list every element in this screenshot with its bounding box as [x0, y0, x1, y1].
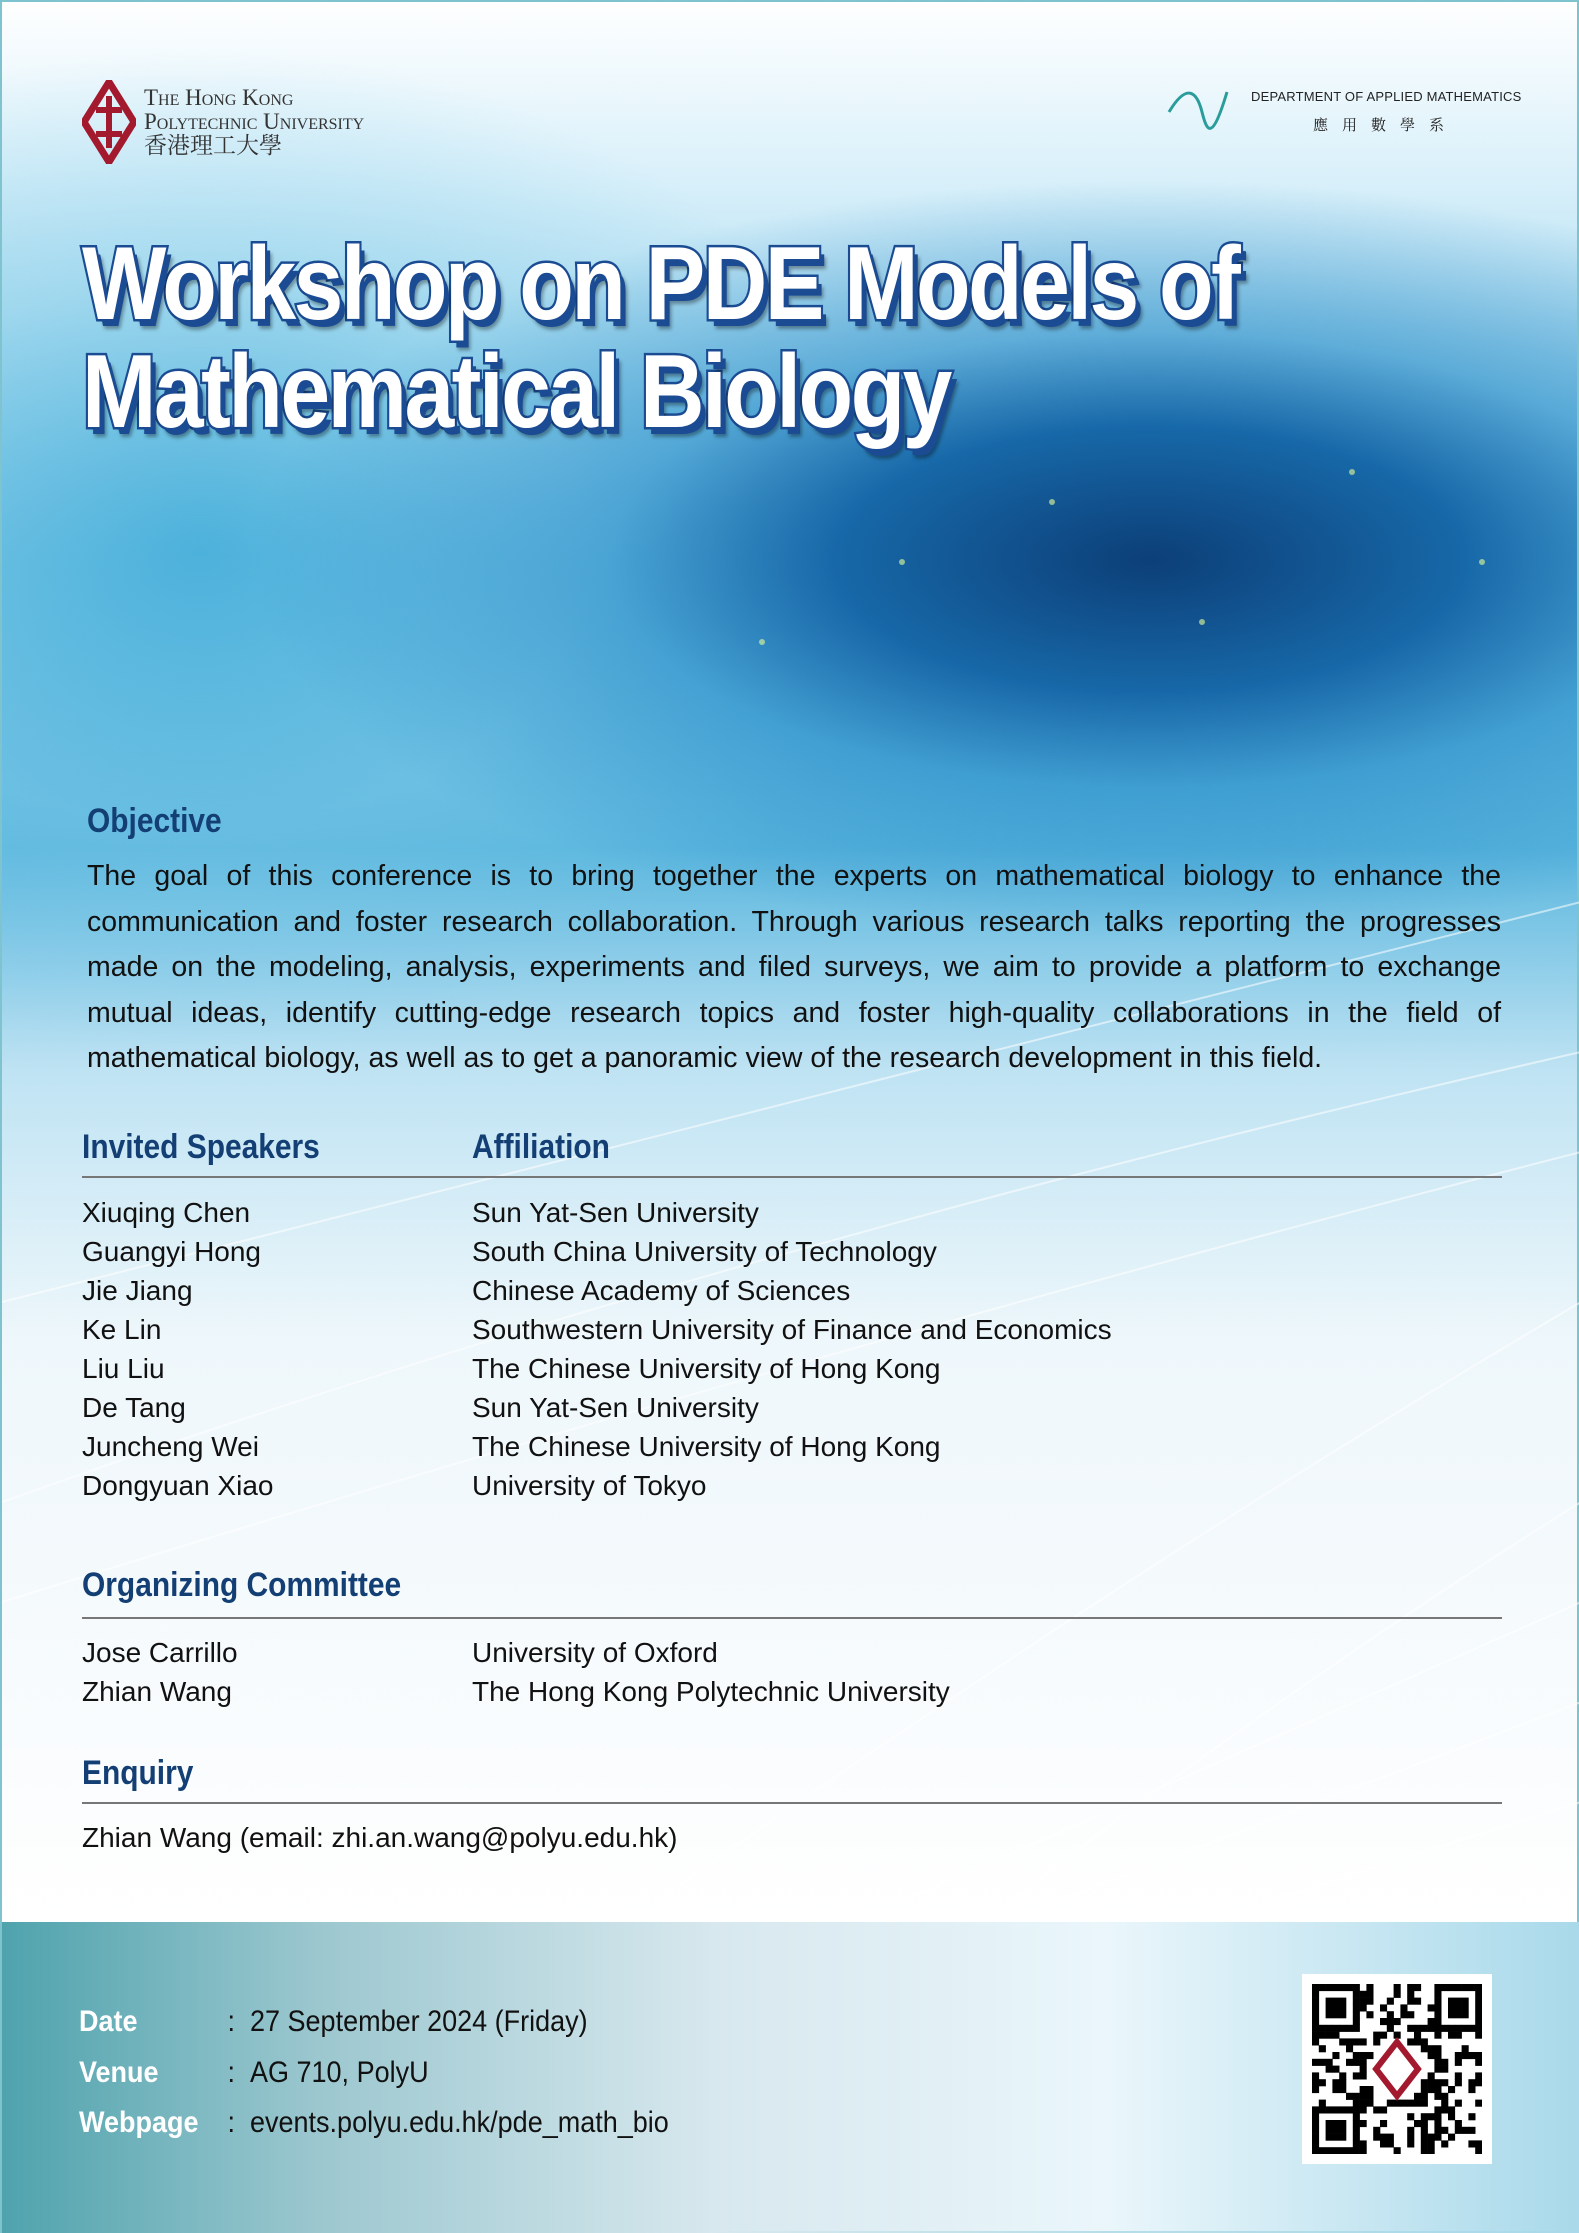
- page-title: [82, 226, 1239, 450]
- person-row: [82, 1672, 950, 1711]
- person-affiliation: South China University of Technology: [472, 1236, 937, 1267]
- person-name: Guangyi Hong: [82, 1236, 262, 1267]
- venue-value: AG 710, PolyU: [250, 2056, 429, 2089]
- polyu-emblem-icon: [82, 80, 136, 164]
- dept-logo: [1167, 82, 1522, 142]
- venue-label: Venue: [79, 2056, 159, 2089]
- webpage-label: Webpage: [79, 2106, 199, 2139]
- person-affiliation: Sun Yat-Sen University: [472, 1197, 759, 1228]
- person-row: [82, 1271, 850, 1310]
- polyu-name-en-1: The Hong Kong: [144, 85, 294, 110]
- qr-code[interactable]: [1302, 1974, 1492, 2164]
- polyu-logo: [82, 80, 364, 164]
- person-affiliation: Southwestern University of Finance and Economics: [472, 1314, 1112, 1345]
- colon: :: [227, 2106, 236, 2139]
- person-name: Ke Lin: [82, 1314, 162, 1345]
- date-row: [79, 2005, 588, 2039]
- divider: [82, 1176, 1502, 1178]
- person-row: [82, 1388, 759, 1427]
- person-name: Xiuqing Chen: [82, 1197, 251, 1228]
- qr-code-icon: [1312, 1984, 1482, 2154]
- person-row: [82, 1193, 759, 1232]
- objective-text: The goal of this conference is to bring together the experts on mathematical biology to enhance the communication and foster research collaboration. Through various research talks reporting the progresses made on the modeling, analysis, experiments and filed surveys, we aim to provide a platform to exchange mutual ideas, identify cutting-edge research topics and foster high-quality collaborations in the field of mathematical biology, as well as to get a panoramic view of the research development in this field.: [87, 860, 1501, 1074]
- person-row: [82, 1349, 940, 1388]
- person-row: [82, 1466, 706, 1505]
- objective-heading: Objective: [87, 802, 222, 840]
- enquiry-heading: Enquiry: [82, 1754, 194, 1792]
- person-affiliation: The Chinese University of Hong Kong: [472, 1353, 941, 1384]
- dept-name: DEPARTMENT OF APPLIED MATHEMATICS: [1251, 89, 1522, 104]
- person-affiliation: Chinese Academy of Sciences: [472, 1275, 851, 1306]
- title-line-2: Mathematical Biology: [82, 334, 950, 450]
- person-name: Dongyuan Xiao: [82, 1470, 274, 1501]
- affiliation-heading: Affiliation: [472, 1128, 610, 1166]
- person-name: Zhian Wang: [82, 1676, 232, 1707]
- person-name: Jie Jiang: [82, 1275, 193, 1306]
- dept-name-cn: 應用數學系: [1313, 117, 1459, 134]
- committee-heading: Organizing Committee: [82, 1566, 402, 1604]
- divider: [82, 1802, 1502, 1804]
- person-row: [82, 1310, 1112, 1349]
- person-affiliation: Sun Yat-Sen University: [472, 1392, 759, 1423]
- webpage-link[interactable]: events.polyu.edu.hk/pde_math_bio: [250, 2106, 669, 2139]
- polyu-name-cn: 香港理工大學: [144, 133, 282, 158]
- enquiry-text: Zhian Wang (email: zhi.an.wang@polyu.edu.hk): [82, 1822, 678, 1853]
- person-name: Liu Liu: [82, 1353, 165, 1384]
- person-row: [82, 1232, 937, 1271]
- polyu-name-en-2: Polytechnic University: [144, 109, 365, 134]
- date-value: 27 September 2024 (Friday): [250, 2005, 588, 2038]
- title-line-1: Workshop on PDE Models of: [82, 226, 1239, 342]
- speakers-heading: Invited Speakers: [82, 1128, 320, 1166]
- person-row: [82, 1427, 940, 1466]
- divider: [82, 1617, 1502, 1619]
- colon: :: [227, 2056, 236, 2089]
- person-affiliation: University of Oxford: [472, 1637, 718, 1668]
- webpage-row: [79, 2106, 669, 2140]
- date-label: Date: [79, 2005, 138, 2038]
- dept-wave-icon: [1167, 82, 1237, 142]
- person-name: De Tang: [82, 1392, 186, 1423]
- person-affiliation: The Hong Kong Polytechnic University: [472, 1676, 950, 1707]
- person-affiliation: The Chinese University of Hong Kong: [472, 1431, 941, 1462]
- person-name: Juncheng Wei: [82, 1431, 259, 1462]
- colon: :: [227, 2005, 236, 2038]
- venue-row: [79, 2056, 429, 2090]
- person-row: [82, 1633, 718, 1672]
- person-name: Jose Carrillo: [82, 1637, 238, 1668]
- person-affiliation: University of Tokyo: [472, 1470, 707, 1501]
